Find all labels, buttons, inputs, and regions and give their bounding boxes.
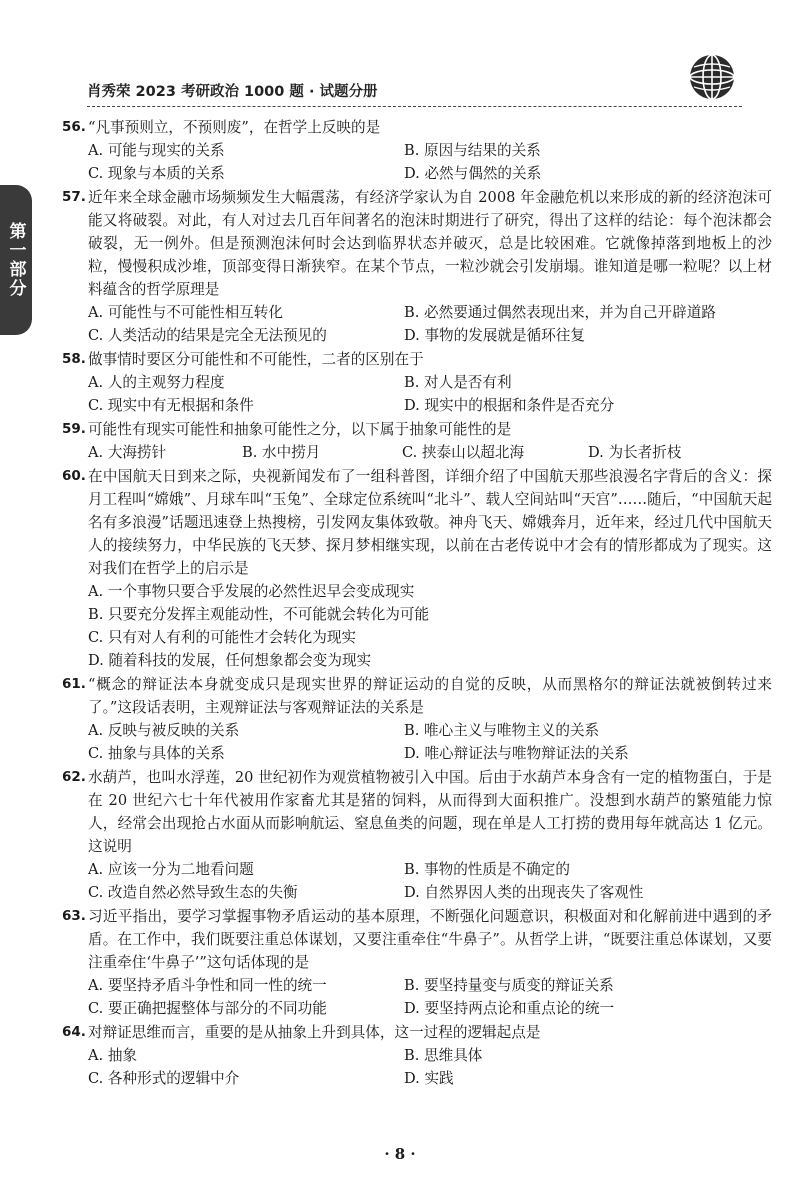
question-number: 60. (62, 468, 86, 484)
question-56 (62, 116, 772, 185)
question-text: 近年来全球金融市场频频发生大幅震荡，有经济学家认为自 2008 年金融危机以来形成的新的经济泡沫可能又将破裂。对此，有人对过去几百年间著名的泡沫时期进行了研究，得出了这样的结论：每个泡沫都会破裂，无一例外。但是预测泡沫何时会达到临界状态并破灭，总是比较困难。它就像掉落到地板上的沙粒，慢慢积成沙堆，顶部变得日渐狭窄。在某个节点，一粒沙就会引发崩塌。谁知道是哪一粒呢？以上材料蕴含的哲学原理是 (88, 189, 772, 298)
question-64 (62, 1021, 772, 1090)
option-list (62, 371, 772, 417)
question-number: 58. (62, 351, 86, 367)
page-header (87, 80, 747, 102)
option-d: D. 随着科技的发展，任何想象都会变为现实 (88, 652, 372, 669)
option-c: C. 现象与本质的关系 (88, 165, 225, 182)
option-d: D. 事物的发展就是循环往复 (404, 327, 585, 344)
option-a: A. 大海捞针 (88, 444, 167, 461)
option-d: D. 要坚持两点论和重点论的统一 (404, 1000, 615, 1017)
book-title: 肖秀荣 2023 考研政治 1000 题 · 试题分册 (87, 84, 378, 100)
option-d: D. 唯心辩证法与唯物辩证法的关系 (404, 745, 629, 762)
option-d: D. 必然与偶然的关系 (404, 165, 542, 182)
page-number: · 8 · (384, 1145, 416, 1163)
question-stem (62, 766, 772, 858)
option-b: B. 水中捞月 (242, 444, 321, 461)
option-list (62, 858, 772, 904)
option-a: A. 可能与现实的关系 (88, 142, 225, 159)
option-a: A. 抽象 (88, 1047, 138, 1064)
option-a: A. 一个事物只要合乎发展的必然性迟早会变成现实 (88, 583, 415, 600)
question-58 (62, 348, 772, 417)
question-61 (62, 673, 772, 765)
option-d: D. 现实中的根据和条件是否充分 (404, 397, 615, 414)
question-59 (62, 418, 772, 464)
option-c: C. 人类活动的结果是完全无法预见的 (88, 327, 327, 344)
question-stem (62, 905, 772, 974)
option-b: B. 思维具体 (404, 1047, 483, 1064)
question-57 (62, 186, 772, 347)
option-a: A. 人的主观努力程度 (88, 374, 225, 391)
question-number: 64. (62, 1024, 86, 1040)
question-stem (62, 186, 772, 301)
option-a: A. 反映与被反映的关系 (88, 722, 240, 739)
option-b: B. 唯心主义与唯物主义的关系 (404, 722, 600, 739)
question-number: 57. (62, 189, 86, 205)
question-stem (62, 1021, 772, 1044)
question-stem (62, 465, 772, 580)
option-d: D. 自然界因人类的出现丧失了客观性 (404, 884, 644, 901)
option-c: C. 改造自然必然导致生态的失衡 (88, 884, 298, 901)
option-b: B. 事物的性质是不确定的 (404, 861, 570, 878)
option-list (62, 1044, 772, 1090)
question-stem (62, 673, 772, 719)
option-a: A. 应该一分为二地看问题 (88, 861, 254, 878)
option-c: C. 只有对人有利的可能性才会转化为现实 (88, 629, 357, 646)
option-list (62, 139, 772, 185)
question-stem (62, 418, 772, 441)
option-a: A. 可能性与不可能性相互转化 (88, 304, 283, 321)
question-list (62, 116, 772, 1091)
question-number: 61. (62, 676, 86, 692)
question-number: 59. (62, 421, 86, 437)
question-text: “凡事预则立，不预则废”，在哲学上反映的是 (88, 119, 381, 136)
option-c: C. 要正确把握整体与部分的不同功能 (88, 1000, 327, 1017)
option-list (62, 441, 772, 464)
question-text: “概念的辩证法本身就变成只是现实世界的辩证运动的自觉的反映，从而黑格尔的辩证法就被倒转过来了。”这段话表明，主观辩证法与客观辩证法的关系是 (88, 676, 772, 716)
question-63 (62, 905, 772, 1020)
option-b: B. 必然要通过偶然表现出来，并为自己开辟道路 (404, 304, 716, 321)
option-list (62, 974, 772, 1020)
section-tab (0, 185, 32, 335)
question-text: 在中国航天日到来之际，央视新闻发布了一组科普图，详细介绍了中国航天那些浪漫名字背后的含义：探月工程叫“嫦娥”、月球车叫“玉兔”、全球定位系统叫“北斗”、载人空间站叫“天宫”……随后，“中国航天起名有多浪漫”话题迅速登上热搜榜，引发网友集体致敬。神舟飞天、嫦娥奔月，近年来，经过几代中国航天人的接续努力，中华民族的飞天梦、探月梦相继实现，以前在古老传说中才会有的情形都成为了现实。这对我们在哲学上的启示是 (88, 468, 772, 577)
question-text: 对辩证思维而言，重要的是从抽象上升到具体，这一过程的逻辑起点是 (88, 1024, 541, 1041)
option-list (62, 719, 772, 765)
question-stem (62, 116, 772, 139)
option-c: C. 各种形式的逻辑中介 (88, 1070, 240, 1087)
option-b: B. 原因与结果的关系 (404, 142, 541, 159)
option-list (62, 301, 772, 347)
question-62 (62, 766, 772, 904)
question-text: 做事情时要区分可能性和不可能性，二者的区别在于 (88, 351, 424, 368)
option-d: D. 实践 (404, 1070, 454, 1087)
header-divider (87, 106, 742, 107)
question-number: 62. (62, 769, 86, 785)
question-text: 可能性有现实可能性和抽象可能性之分，以下属于抽象可能性的是 (88, 421, 512, 438)
option-c: C. 现实中有无根据和条件 (88, 397, 254, 414)
question-number: 63. (62, 908, 86, 924)
question-60 (62, 465, 772, 672)
option-c: C. 抽象与具体的关系 (88, 745, 225, 762)
question-number: 56. (62, 119, 86, 135)
option-a: A. 要坚持矛盾斗争性和同一性的统一 (88, 977, 327, 994)
option-b: B. 要坚持量变与质变的辩证关系 (404, 977, 614, 994)
question-text: 水葫芦，也叫水浮莲，20 世纪初作为观赏植物被引入中国。后由于水葫芦本身含有一定的植物蛋白，于是在 20 世纪六七十年代被用作家畜尤其是猪的饲料，从而得到大面积推广。没想到水葫芦的繁殖能力惊人，经常会出现抢占水面从而影响航运、窒息鱼类的问题，现在单是人工打捞的费用每年就高达 1 亿元。这说明 (88, 769, 772, 855)
question-text: 习近平指出，要学习掌握事物矛盾运动的基本原理，不断强化问题意识，积极面对和化解前进中遇到的矛盾。在工作中，我们既要注重总体谋划，又要注重牵住“牛鼻子”。从哲学上讲，“既要注重总体谋划，又要注重牵住‘牛鼻子’”这句话体现的是 (88, 908, 772, 971)
option-d: D. 为长者折枝 (588, 444, 682, 461)
option-b: B. 只要充分发挥主观能动性，不可能就会转化为可能 (88, 606, 430, 623)
option-b: B. 对人是否有利 (404, 374, 512, 391)
option-c: C. 挟泰山以超北海 (402, 444, 525, 461)
section-tab-label: 第一部分 (5, 222, 26, 298)
question-stem (62, 348, 772, 371)
option-list (62, 580, 772, 672)
